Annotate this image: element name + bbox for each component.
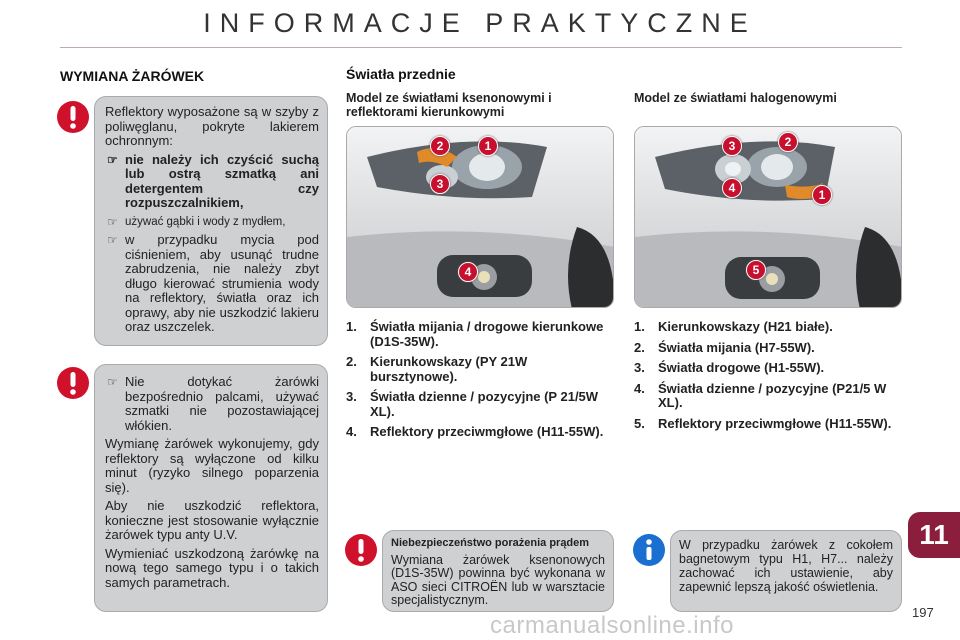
lens-care-intro: Reflektory wyposażone są w szyby z poliwęglanu, pokryte lakierem ochronnym:: [105, 104, 319, 148]
list-item: 1. Kierunkowskazy (H21 białe).: [634, 319, 833, 334]
photo-marker: 4: [722, 178, 742, 198]
section-title-front-lights: Światła przednie: [346, 66, 456, 82]
paragraph: Aby nie uszkodzić reflektora, konieczne jest stosowanie wyłącznie żarówek typu anty U.V.: [105, 498, 319, 542]
page-title: INFORMACJE PRAKTYCZNE: [203, 8, 757, 38]
list-item: 4. Reflektory przeciwmgłowe (H11-55W).: [346, 424, 604, 439]
electric-shock-panel: [382, 530, 614, 612]
photo-marker: 1: [812, 185, 832, 205]
page-number: 197: [912, 605, 934, 620]
list-item: 5. Reflektory przeciwmgłowe (H11-55W).: [634, 415, 892, 431]
list-item: 3. Światła dzienne / pozycyjne (P 21/5W XL).: [346, 389, 599, 419]
photo-marker: 3: [722, 136, 742, 156]
pointing-hand-icon: ☞: [107, 152, 118, 167]
xenon-headlamp-photo: [346, 126, 614, 308]
list-item: 3. Światła drogowe (H1-55W).: [634, 360, 825, 375]
list-item: 4. Światła dzienne / pozycyjne (P21/5 W XL).: [634, 380, 887, 410]
list-item: ☞ Nie dotykać żarówki bezpośrednio palcami, używać szmatki nie pozostawiającej włókien.: [107, 374, 319, 433]
halogen-headlamp-photo: [634, 126, 902, 308]
photo-marker: 4: [458, 262, 478, 282]
bulb-handling-panel: [94, 364, 328, 612]
pointing-hand-icon: ☞: [107, 375, 118, 389]
header-divider: [60, 47, 902, 48]
bayonet-cap-panel: [670, 530, 902, 612]
photo-marker: 1: [478, 136, 498, 156]
pointing-hand-icon: ☞: [107, 214, 118, 229]
watermark: carmanualsonline.info: [490, 612, 734, 639]
xenon-model-title: Model ze światłami ksenonowymi i reflektorami kierunkowymi: [346, 91, 552, 119]
photo-marker: 5: [746, 260, 766, 280]
chapter-tab: 11: [908, 512, 960, 558]
xenon-bulb-list: [346, 320, 616, 446]
paragraph: Wymieniać uszkodzoną żarówkę na nową tego samego typu i o takich samych parametrach.: [105, 545, 319, 590]
electric-shock-title: Niebezpieczeństwo porażenia prądem: [391, 537, 590, 549]
halogen-model-title: Model ze światłami halogenowymi: [634, 91, 837, 105]
warning-icon: [56, 366, 90, 400]
photo-marker: 3: [430, 174, 450, 194]
lens-care-panel: [94, 96, 328, 346]
list-item: ☞ używać gąbki i wody z mydłem,: [107, 214, 286, 229]
info-icon: [632, 533, 666, 567]
section-title-bulb-replacement: WYMIANA ŻARÓWEK: [60, 68, 205, 84]
list-item: 2. Światła mijania (H7-55W).: [634, 339, 815, 355]
list-item: 1. Światła mijania / drogowe kierunkowe (D1S-35W).: [346, 319, 604, 349]
warning-icon: [56, 100, 90, 134]
bayonet-cap-text: W przypadku żarówek z cokołem bagnetowym typu H1, H7... należy zachować ich ustawienie, aby zapewnić lepszą jakość oświetlenia.: [679, 538, 893, 594]
list-item: ☞ w przypadku mycia pod ciśnieniem, aby usunąć trudne zabrudzenia, nie należy zbyt długo kierować strumienia wody na reflektory, światła oraz ich oprawy, aby nie uszkodzić lakieru oraz uszczelek.: [107, 232, 319, 334]
list-item: 2. Kierunkowskazy (PY 21W bursztynowe).: [346, 354, 528, 384]
pointing-hand-icon: ☞: [107, 233, 118, 247]
electric-shock-text: Wymiana żarówek ksenonowych (D1S-35W) powinna być wykonana w ASO sieci CITROËN lub w warsztacie specjalistycznym.: [391, 552, 605, 607]
list-item: ☞ nie należy ich czyścić suchą lub ostrą szmatką ani detergentem czy rozpuszczalnikiem,: [107, 151, 319, 210]
photo-marker: 2: [430, 136, 450, 156]
warning-icon: [344, 533, 378, 567]
paragraph: Wymianę żarówek wykonujemy, gdy reflektory są wyłączone od kilku minut (ryzyko silnego poparzenia się).: [105, 436, 319, 495]
halogen-bulb-list: [634, 320, 904, 437]
photo-marker: 2: [778, 132, 798, 152]
